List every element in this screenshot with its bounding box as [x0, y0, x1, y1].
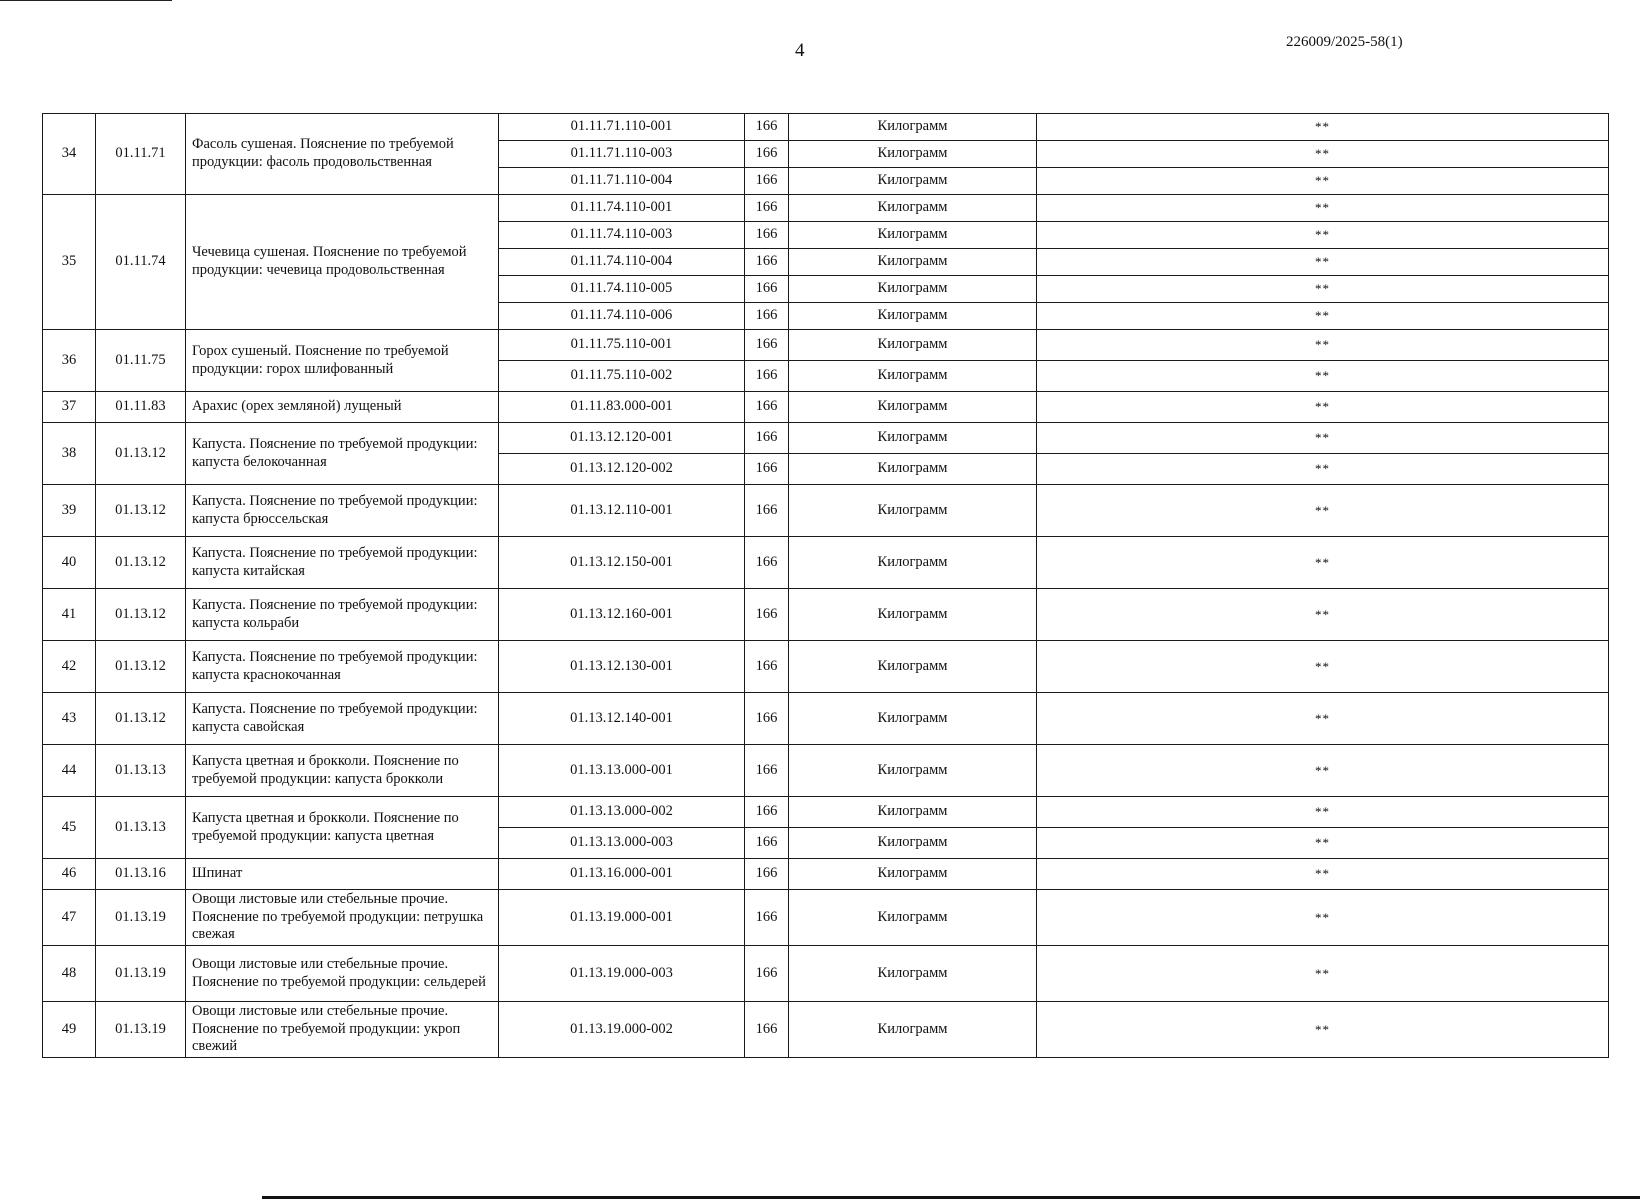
table-row	[43, 589, 1609, 641]
ktru-code: 01.13.12.140-001	[499, 693, 745, 745]
product-name: Капуста. Пояснение по требуемой продукции: капуста савойская	[186, 693, 499, 745]
ktru-code: 01.13.19.000-001	[499, 890, 745, 946]
okpd-code: 01.13.19	[96, 890, 186, 946]
unit-name: Килограмм	[789, 946, 1037, 1002]
note-cell: **	[1037, 195, 1609, 222]
bottom-edge-rule	[262, 1196, 1640, 1199]
okpd-code: 01.13.12	[96, 537, 186, 589]
row-number: 41	[43, 589, 96, 641]
table-row	[43, 890, 1609, 946]
okpd-code: 01.11.71	[96, 114, 186, 195]
table-row	[43, 392, 1609, 423]
table-row	[43, 423, 1609, 454]
note-cell: **	[1037, 361, 1609, 392]
unit-code: 166	[745, 141, 789, 168]
row-number: 35	[43, 195, 96, 330]
product-name: Капуста. Пояснение по требуемой продукции: капуста кольраби	[186, 589, 499, 641]
note-cell: **	[1037, 168, 1609, 195]
unit-code: 166	[745, 828, 789, 859]
unit-code: 166	[745, 168, 789, 195]
okpd-code: 01.11.74	[96, 195, 186, 330]
unit-code: 166	[745, 276, 789, 303]
row-number: 49	[43, 1002, 96, 1058]
unit-name: Килограмм	[789, 745, 1037, 797]
okpd-code: 01.13.12	[96, 423, 186, 485]
unit-code: 166	[745, 589, 789, 641]
note-cell: **	[1037, 946, 1609, 1002]
unit-name: Килограмм	[789, 454, 1037, 485]
unit-name: Килограмм	[789, 537, 1037, 589]
unit-name: Килограмм	[789, 195, 1037, 222]
note-cell: **	[1037, 1002, 1609, 1058]
note-cell: **	[1037, 392, 1609, 423]
row-number: 39	[43, 485, 96, 537]
row-number: 45	[43, 797, 96, 859]
row-number: 40	[43, 537, 96, 589]
product-name: Капуста. Пояснение по требуемой продукции: капуста белокочанная	[186, 423, 499, 485]
ktru-code: 01.13.12.110-001	[499, 485, 745, 537]
unit-name: Килограмм	[789, 361, 1037, 392]
unit-code: 166	[745, 537, 789, 589]
okpd-code: 01.11.83	[96, 392, 186, 423]
unit-name: Килограмм	[789, 222, 1037, 249]
row-number: 44	[43, 745, 96, 797]
table-row	[43, 537, 1609, 589]
unit-name: Килограмм	[789, 303, 1037, 330]
note-cell: **	[1037, 454, 1609, 485]
okpd-code: 01.13.19	[96, 1002, 186, 1058]
unit-code: 166	[745, 303, 789, 330]
unit-name: Килограмм	[789, 249, 1037, 276]
unit-code: 166	[745, 946, 789, 1002]
table-row	[43, 745, 1609, 797]
unit-name: Килограмм	[789, 828, 1037, 859]
unit-name: Килограмм	[789, 693, 1037, 745]
unit-code: 166	[745, 330, 789, 361]
product-name: Шпинат	[186, 859, 499, 890]
row-number: 42	[43, 641, 96, 693]
ktru-code: 01.11.74.110-001	[499, 195, 745, 222]
unit-name: Килограмм	[789, 859, 1037, 890]
ktru-code: 01.11.71.110-004	[499, 168, 745, 195]
note-cell: **	[1037, 141, 1609, 168]
product-name: Горох сушеный. Пояснение по требуемой продукции: горох шлифованный	[186, 330, 499, 392]
product-name: Капуста цветная и брокколи. Пояснение по требуемой продукции: капуста брокколи	[186, 745, 499, 797]
row-number: 38	[43, 423, 96, 485]
product-name: Фасоль сушеная. Пояснение по требуемой продукции: фасоль продовольственная	[186, 114, 499, 195]
row-number: 48	[43, 946, 96, 1002]
ktru-code: 01.11.74.110-004	[499, 249, 745, 276]
unit-code: 166	[745, 454, 789, 485]
unit-code: 166	[745, 890, 789, 946]
document-code: 226009/2025-58(1)	[1286, 34, 1403, 50]
unit-code: 166	[745, 693, 789, 745]
unit-code: 166	[745, 1002, 789, 1058]
ktru-code: 01.11.71.110-003	[499, 141, 745, 168]
unit-name: Килограмм	[789, 589, 1037, 641]
unit-name: Килограмм	[789, 114, 1037, 141]
note-cell: **	[1037, 745, 1609, 797]
okpd-code: 01.11.75	[96, 330, 186, 392]
ktru-code: 01.11.71.110-001	[499, 114, 745, 141]
ktru-code: 01.13.12.150-001	[499, 537, 745, 589]
ktru-code: 01.11.83.000-001	[499, 392, 745, 423]
table-row	[43, 693, 1609, 745]
note-cell: **	[1037, 828, 1609, 859]
unit-code: 166	[745, 249, 789, 276]
product-name: Чечевица сушеная. Пояснение по требуемой продукции: чечевица продовольственная	[186, 195, 499, 330]
unit-name: Килограмм	[789, 392, 1037, 423]
note-cell: **	[1037, 276, 1609, 303]
okpd-code: 01.13.12	[96, 693, 186, 745]
note-cell: **	[1037, 423, 1609, 454]
row-number: 47	[43, 890, 96, 946]
page-number: 4	[795, 40, 805, 61]
note-cell: **	[1037, 303, 1609, 330]
ktru-code: 01.11.74.110-005	[499, 276, 745, 303]
unit-code: 166	[745, 222, 789, 249]
row-number: 46	[43, 859, 96, 890]
product-name: Капуста. Пояснение по требуемой продукции: капуста брюссельская	[186, 485, 499, 537]
unit-code: 166	[745, 641, 789, 693]
unit-name: Килограмм	[789, 168, 1037, 195]
table-row	[43, 114, 1609, 141]
ktru-code: 01.13.19.000-002	[499, 1002, 745, 1058]
note-cell: **	[1037, 114, 1609, 141]
okpd-code: 01.13.13	[96, 745, 186, 797]
note-cell: **	[1037, 890, 1609, 946]
table-body	[43, 114, 1609, 1058]
okpd-code: 01.13.13	[96, 797, 186, 859]
note-cell: **	[1037, 485, 1609, 537]
table-row	[43, 195, 1609, 222]
product-name: Арахис (орех земляной) лущеный	[186, 392, 499, 423]
okpd-code: 01.13.12	[96, 485, 186, 537]
unit-code: 166	[745, 859, 789, 890]
table-row	[43, 485, 1609, 537]
product-name: Овощи листовые или стебельные прочие. Пояснение по требуемой продукции: сельдерей	[186, 946, 499, 1002]
unit-code: 166	[745, 797, 789, 828]
unit-code: 166	[745, 114, 789, 141]
note-cell: **	[1037, 641, 1609, 693]
table-row	[43, 946, 1609, 1002]
product-name: Капуста. Пояснение по требуемой продукции: капуста краснокочанная	[186, 641, 499, 693]
table-row	[43, 797, 1609, 828]
unit-name: Килограмм	[789, 423, 1037, 454]
ktru-code: 01.13.12.120-001	[499, 423, 745, 454]
ktru-code: 01.11.75.110-002	[499, 361, 745, 392]
note-cell: **	[1037, 589, 1609, 641]
ktru-code: 01.13.13.000-002	[499, 797, 745, 828]
unit-code: 166	[745, 392, 789, 423]
unit-name: Килограмм	[789, 276, 1037, 303]
note-cell: **	[1037, 797, 1609, 828]
note-cell: **	[1037, 859, 1609, 890]
product-name: Капуста. Пояснение по требуемой продукции: капуста китайская	[186, 537, 499, 589]
unit-name: Килограмм	[789, 330, 1037, 361]
ktru-code: 01.13.16.000-001	[499, 859, 745, 890]
ktru-code: 01.13.12.120-002	[499, 454, 745, 485]
unit-code: 166	[745, 423, 789, 454]
unit-name: Килограмм	[789, 485, 1037, 537]
unit-code: 166	[745, 485, 789, 537]
table-row	[43, 1002, 1609, 1058]
unit-name: Килограмм	[789, 641, 1037, 693]
table-row	[43, 641, 1609, 693]
unit-name: Килограмм	[789, 1002, 1037, 1058]
note-cell: **	[1037, 693, 1609, 745]
note-cell: **	[1037, 249, 1609, 276]
product-name: Капуста цветная и брокколи. Пояснение по требуемой продукции: капуста цветная	[186, 797, 499, 859]
note-cell: **	[1037, 330, 1609, 361]
ktru-code: 01.11.74.110-006	[499, 303, 745, 330]
products-table	[42, 113, 1609, 1058]
unit-code: 166	[745, 745, 789, 797]
row-number: 43	[43, 693, 96, 745]
top-edge-rule	[0, 0, 172, 1]
note-cell: **	[1037, 222, 1609, 249]
ktru-code: 01.11.75.110-001	[499, 330, 745, 361]
ktru-code: 01.13.12.130-001	[499, 641, 745, 693]
okpd-code: 01.13.12	[96, 641, 186, 693]
row-number: 37	[43, 392, 96, 423]
unit-name: Килограмм	[789, 890, 1037, 946]
product-name: Овощи листовые или стебельные прочие. Пояснение по требуемой продукции: укроп свежий	[186, 1002, 499, 1058]
product-name: Овощи листовые или стебельные прочие. Пояснение по требуемой продукции: петрушка свежая	[186, 890, 499, 946]
ktru-code: 01.13.13.000-003	[499, 828, 745, 859]
table-row	[43, 330, 1609, 361]
row-number: 34	[43, 114, 96, 195]
ktru-code: 01.13.12.160-001	[499, 589, 745, 641]
table-row	[43, 859, 1609, 890]
ktru-code: 01.11.74.110-003	[499, 222, 745, 249]
okpd-code: 01.13.12	[96, 589, 186, 641]
ktru-code: 01.13.13.000-001	[499, 745, 745, 797]
ktru-code: 01.13.19.000-003	[499, 946, 745, 1002]
okpd-code: 01.13.16	[96, 859, 186, 890]
note-cell: **	[1037, 537, 1609, 589]
unit-name: Килограмм	[789, 141, 1037, 168]
okpd-code: 01.13.19	[96, 946, 186, 1002]
unit-code: 166	[745, 195, 789, 222]
row-number: 36	[43, 330, 96, 392]
unit-name: Килограмм	[789, 797, 1037, 828]
unit-code: 166	[745, 361, 789, 392]
